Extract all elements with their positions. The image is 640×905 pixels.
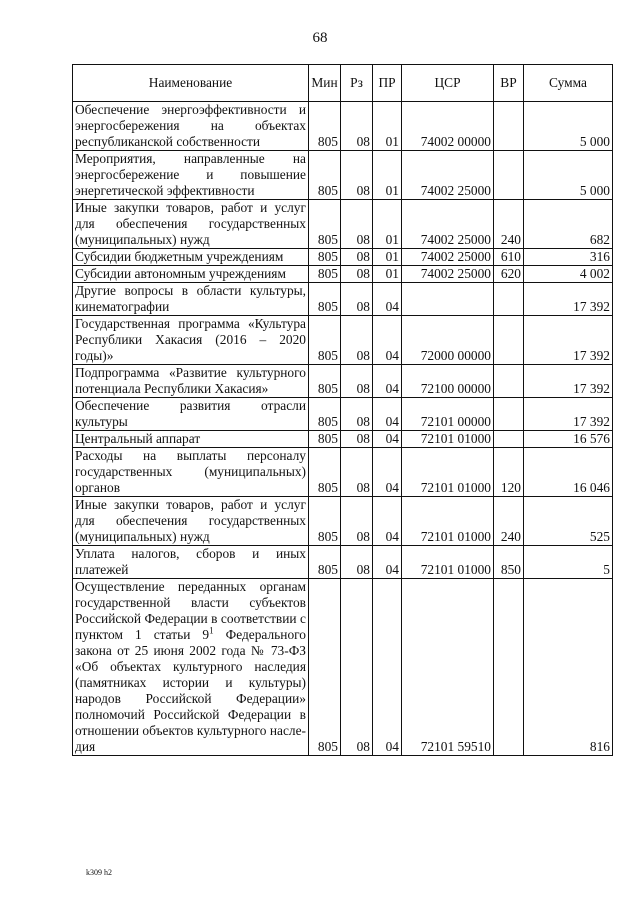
row-name: Иные закупки товаров, работ и услуг для обеспечения государственных (муниципальных) нужд [73,497,309,546]
col-header-csr: ЦСР [402,65,494,102]
row-vr [494,398,524,431]
row-csr: 72101 59510 [402,579,494,756]
row-min: 805 [309,151,341,200]
row-sum: 5 000 [524,151,613,200]
row-vr: 850 [494,546,524,579]
row-min: 805 [309,200,341,249]
row-pr: 04 [373,546,402,579]
row-vr [494,283,524,316]
row-name: Уплата налогов, сборов и иных платежей [73,546,309,579]
row-csr: 74002 25000 [402,151,494,200]
row-rz: 08 [341,283,373,316]
row-vr [494,316,524,365]
table-row [73,497,613,546]
row-vr: 120 [494,448,524,497]
row-name: Субсидии автономным учреждениям [73,266,309,283]
table-row [73,249,613,266]
col-header-pr: ПР [373,65,402,102]
row-vr: 240 [494,497,524,546]
row-name: Субсидии бюджетным учреждениям [73,249,309,266]
row-name: Обеспечение развития отрасли культуры [73,398,309,431]
table-row [73,579,613,756]
row-rz: 08 [341,398,373,431]
row-pr: 01 [373,102,402,151]
row-rz: 08 [341,546,373,579]
row-csr: 72101 01000 [402,497,494,546]
row-csr: 74002 00000 [402,102,494,151]
row-sum: 682 [524,200,613,249]
row-min: 805 [309,249,341,266]
row-rz: 08 [341,249,373,266]
row-vr [494,579,524,756]
row-pr: 04 [373,365,402,398]
row-vr [494,151,524,200]
table-row [73,200,613,249]
row-pr: 01 [373,151,402,200]
row-vr [494,365,524,398]
row-pr: 04 [373,431,402,448]
row-pr: 04 [373,448,402,497]
row-vr: 610 [494,249,524,266]
row-rz: 08 [341,497,373,546]
col-header-vr: ВР [494,65,524,102]
col-header-min: Мин [309,65,341,102]
table-row [73,102,613,151]
table-row [73,431,613,448]
row-min: 805 [309,266,341,283]
row-sum: 4 002 [524,266,613,283]
row-rz: 08 [341,266,373,283]
table-row [73,316,613,365]
page-number: 68 [312,30,328,46]
row-csr: 72101 00000 [402,398,494,431]
row-pr: 04 [373,398,402,431]
row-sum: 525 [524,497,613,546]
row-csr: 72101 01000 [402,448,494,497]
table-header-row [73,65,613,102]
row-csr [402,283,494,316]
table-row [73,546,613,579]
row-min: 805 [309,398,341,431]
row-pr: 01 [373,200,402,249]
row-csr: 72101 01000 [402,431,494,448]
row-sum: 17 392 [524,316,613,365]
row-vr: 620 [494,266,524,283]
row-min: 805 [309,283,341,316]
row-csr: 74002 25000 [402,200,494,249]
row-sum: 16 046 [524,448,613,497]
row-sum: 16 576 [524,431,613,448]
row-pr: 01 [373,249,402,266]
row-csr: 72000 00000 [402,316,494,365]
row-sum: 17 392 [524,365,613,398]
row-name: Подпрограмма «Развитие культурного потенциала Республики Хакасия» [73,365,309,398]
row-name: Мероприятия, направленные на энергосбережение и повышение энергетической эффективности [73,151,309,200]
row-rz: 08 [341,151,373,200]
row-min: 805 [309,316,341,365]
row-sum: 316 [524,249,613,266]
budget-table [72,64,613,756]
row-csr: 72100 00000 [402,365,494,398]
row-name: Иные закупки товаров, работ и услуг для обеспечения государственных (муниципальных) нужд [73,200,309,249]
table-row [73,448,613,497]
row-rz: 08 [341,448,373,497]
table-row [73,398,613,431]
row-min: 805 [309,102,341,151]
row-min: 805 [309,448,341,497]
footnote-superscript: 1 [209,625,214,636]
row-vr: 240 [494,200,524,249]
table-row [73,365,613,398]
row-rz: 08 [341,200,373,249]
table-row [73,266,613,283]
row-sum: 5 000 [524,102,613,151]
row-min: 805 [309,365,341,398]
row-name: Государственная программа «Культура Республики Хакасия (2016 – 2020 годы)» [73,316,309,365]
row-name: Центральный аппарат [73,431,309,448]
row-name: Расходы на выплаты персоналу государственных (муниципальных) органов [73,448,309,497]
row-name [73,579,309,756]
footer-code: k309 h2 [86,868,112,877]
row-csr: 74002 25000 [402,266,494,283]
row-vr [494,102,524,151]
row-name: Другие вопросы в области культуры, кинематографии [73,283,309,316]
col-header-sum: Сумма [524,65,613,102]
row-rz: 08 [341,431,373,448]
row-vr [494,431,524,448]
row-sum: 17 392 [524,283,613,316]
row-sum: 17 392 [524,398,613,431]
col-header-rz: Рз [341,65,373,102]
row-csr: 74002 25000 [402,249,494,266]
row-rz: 08 [341,316,373,365]
row-name-text-continued: Федерального закона от 25 июня 2002 года № 73-ФЗ «Об объектах культурного наследия (памятниках истории и культуры) народов Российской Федерации» полномочий Российской Федерации в отношении объектов культурного наследия [75,627,306,754]
row-pr: 01 [373,266,402,283]
row-name-text: Осуществление переданных органам государственной власти субъектов Российской Федерации в соответствии с пунктом 1 статьи 9 [75,579,306,642]
row-rz: 08 [341,102,373,151]
row-pr: 04 [373,579,402,756]
col-header-name: Наименование [73,65,309,102]
row-min: 805 [309,497,341,546]
row-pr: 04 [373,316,402,365]
row-sum: 5 [524,546,613,579]
table-row [73,151,613,200]
row-pr: 04 [373,497,402,546]
row-min: 805 [309,579,341,756]
row-rz: 08 [341,365,373,398]
row-pr: 04 [373,283,402,316]
row-min: 805 [309,431,341,448]
table-row [73,283,613,316]
row-name: Обеспечение энергоэффективности и энергосбережения на объектах республиканской собственности [73,102,309,151]
row-rz: 08 [341,579,373,756]
row-csr: 72101 01000 [402,546,494,579]
row-min: 805 [309,546,341,579]
row-sum: 816 [524,579,613,756]
